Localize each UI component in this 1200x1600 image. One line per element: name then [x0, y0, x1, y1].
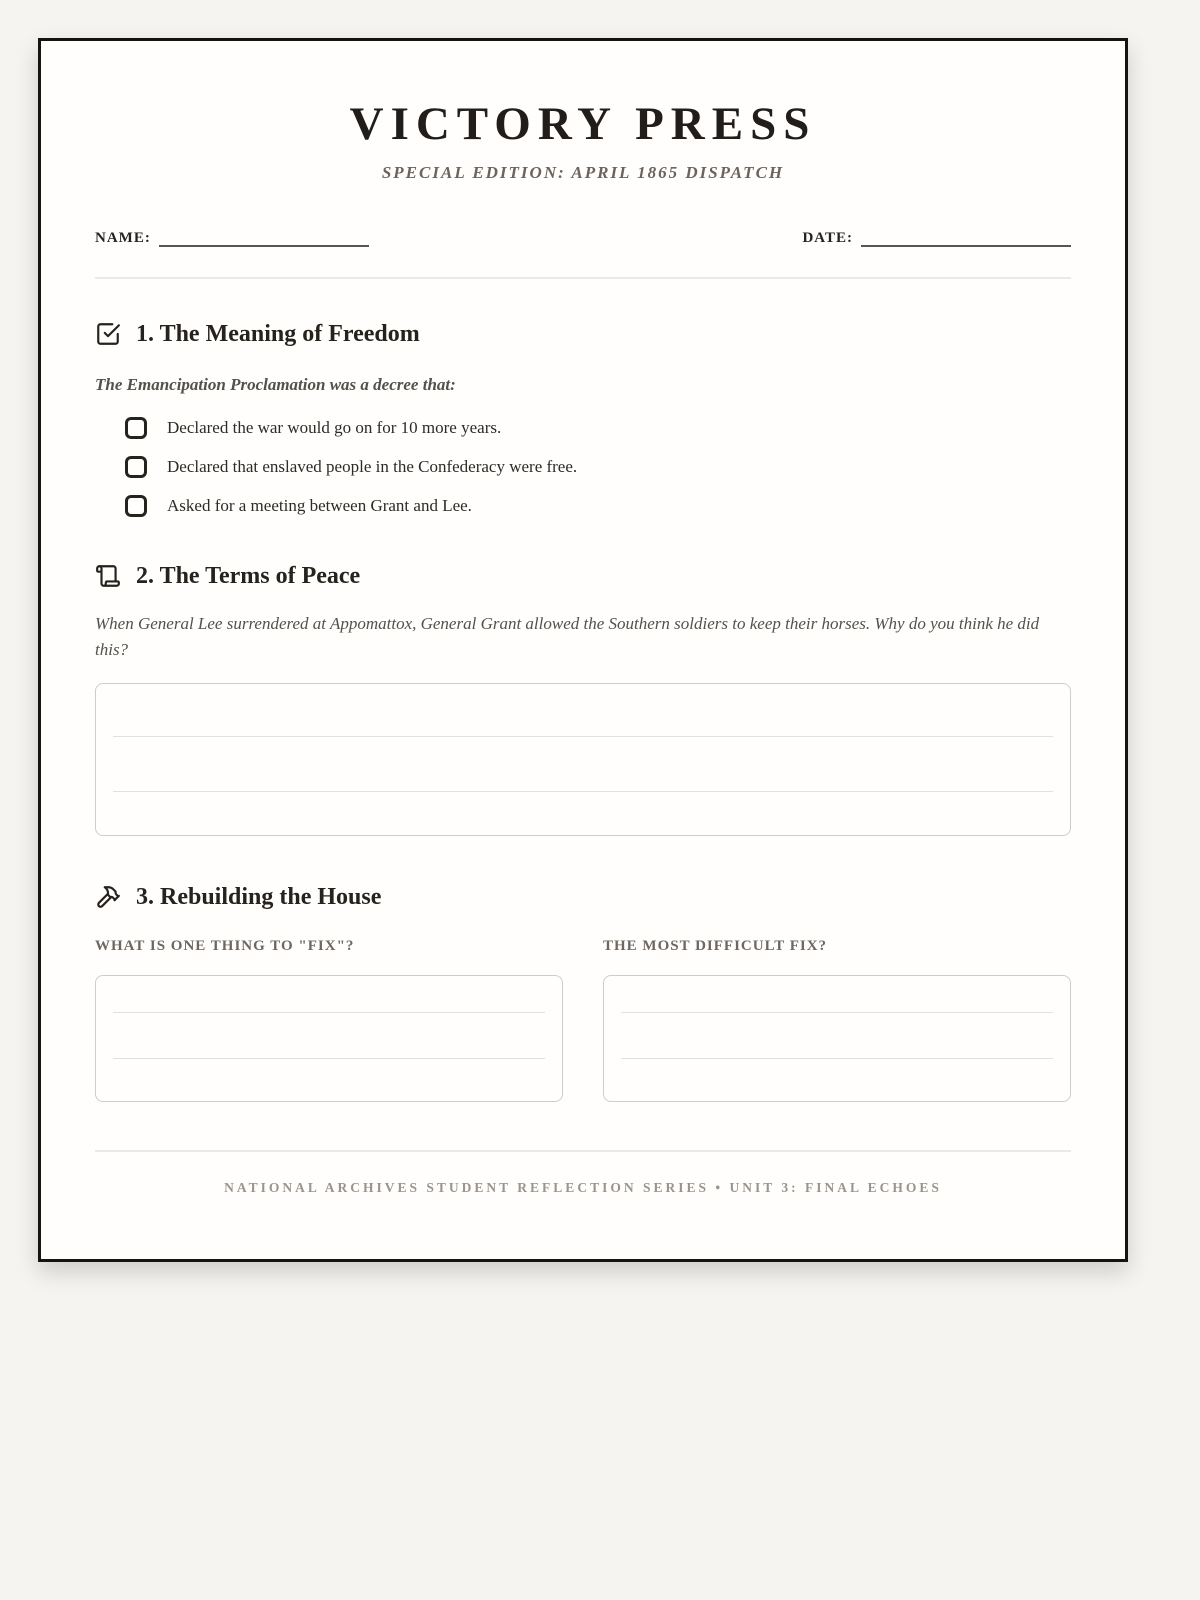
- option-row: [125, 456, 1071, 478]
- section-terms-of-peace: [95, 561, 1071, 837]
- option-3-checkbox[interactable]: [125, 495, 147, 517]
- name-date-row: [95, 229, 1071, 247]
- name-group: [95, 229, 369, 247]
- writing-rule: [113, 736, 1053, 737]
- fix-field-1: [95, 938, 563, 1102]
- section-1-prompt: The Emancipation Proclamation was a decree that:: [95, 374, 456, 394]
- footer-divider: [95, 1150, 1071, 1152]
- section-1-title: 1. The Meaning of Freedom: [136, 320, 420, 347]
- worksheet-page: [38, 38, 1128, 1262]
- option-list: [95, 417, 1071, 517]
- name-field[interactable]: [159, 229, 369, 247]
- option-1-checkbox[interactable]: [125, 417, 147, 439]
- date-group: [802, 229, 1071, 247]
- masthead: [95, 99, 1071, 183]
- option-3-label: Asked for a meeting between Grant and Lee.: [167, 495, 472, 515]
- name-label: NAME:: [95, 229, 151, 246]
- date-label: DATE:: [802, 229, 853, 246]
- option-row: [125, 495, 1071, 517]
- fix-answer-area-1[interactable]: [95, 975, 563, 1102]
- page-subtitle: SPECIAL EDITION: APRIL 1865 DISPATCH: [381, 162, 785, 182]
- writing-rule: [621, 1012, 1053, 1013]
- peace-answer-area[interactable]: [95, 683, 1071, 836]
- section-1-heading: [95, 319, 1071, 349]
- section-rebuilding-the-house: [95, 882, 1071, 1102]
- header-divider: [95, 277, 1071, 279]
- fix-fields: [95, 938, 1071, 1102]
- fix-field-2-label: THE MOST DIFFICULT FIX?: [603, 938, 828, 955]
- option-row: [125, 417, 1071, 439]
- writing-rule: [621, 1058, 1053, 1059]
- section-3-heading: [95, 882, 1071, 912]
- scroll-icon: [95, 563, 121, 589]
- fix-field-1-label: WHAT IS ONE THING TO "FIX"?: [95, 938, 355, 955]
- hammer-icon: [95, 884, 121, 910]
- section-2-title: 2. The Terms of Peace: [136, 562, 361, 589]
- writing-rule: [113, 1012, 545, 1013]
- option-2-label: Declared that enslaved people in the Confederacy were free.: [167, 456, 578, 476]
- section-meaning-of-freedom: [95, 319, 1071, 517]
- option-2-checkbox[interactable]: [125, 456, 147, 478]
- footer-text: NATIONAL ARCHIVES STUDENT REFLECTION SERIES • UNIT 3: FINAL ECHOES: [224, 1180, 942, 1196]
- writing-rule: [113, 1058, 545, 1059]
- section-2-prompt: When General Lee surrendered at Appomattox, General Grant allowed the Southern soldiers to keep their horses. Why do you think he did this?: [95, 613, 1040, 660]
- option-1-label: Declared the war would go on for 10 more years.: [167, 417, 502, 437]
- writing-rule: [113, 791, 1053, 792]
- fix-answer-area-2[interactable]: [603, 975, 1071, 1102]
- date-field[interactable]: [861, 229, 1071, 247]
- section-2-heading: [95, 561, 1071, 591]
- page-title: VICTORY PRESS: [349, 98, 817, 150]
- check-square-icon: [95, 321, 121, 347]
- fix-field-2: [603, 938, 1071, 1102]
- section-3-title: 3. Rebuilding the House: [136, 884, 382, 911]
